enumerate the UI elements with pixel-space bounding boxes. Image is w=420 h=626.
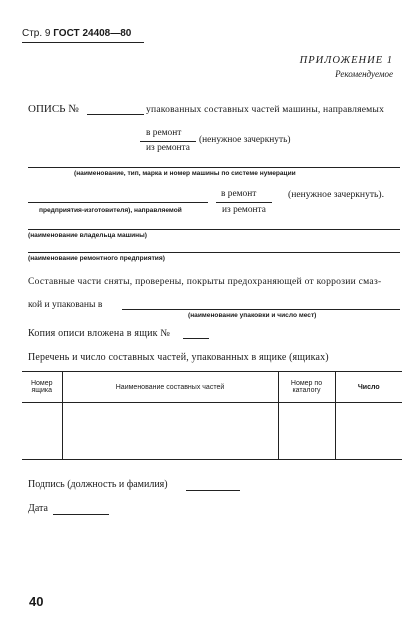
table-cell [62,403,278,460]
iz-remonta-option: из ремонта [146,143,190,153]
header-underline [22,42,144,43]
box-number-line [183,338,209,339]
remont-fraction-line-2 [216,202,272,203]
repair-line [28,252,400,253]
maker-line [28,202,208,203]
opis-number-line [87,114,144,115]
strike-note: (ненужное зачеркнуть) [199,135,291,145]
appendix-subtitle: Рекомендуемое [335,69,393,79]
parts-table [22,371,402,460]
list-title: Перечень и число составных частей, упакованных в ящике (ящиках) [28,352,329,363]
machine-caption: (наименование, тип, марка и номер машины по системе нумерации [74,170,296,177]
body-line-1: Составные части сняты, проверены, покрыты предохраняющей от коррозии смаз- [28,276,382,287]
pack-caption: (наименование упаковки и число мест) [188,312,317,319]
copy-text: Копия описи вложена в ящик № [28,328,171,339]
owner-caption: (наименование владельца машины) [28,232,147,239]
table-cell [335,403,402,460]
date-line [53,514,109,515]
page-number-label: Стр. 9 [22,28,51,39]
table-row [22,403,402,460]
pack-line [122,309,400,310]
table-header-row [22,372,402,403]
appendix-title: ПРИЛОЖЕНИЕ 1 [299,55,393,66]
v-remont-option: в ремонт [146,128,182,138]
table-cell [278,403,335,460]
iz-remonta-option-2: из ремонта [222,205,266,215]
date-label: Дата [28,503,48,514]
col-part-name: Наименование составных частей [62,372,278,403]
col-box-number: Номер ящика [22,372,62,403]
page-header [22,28,131,39]
table-cell [22,403,62,460]
standard-code: ГОСТ 24408—80 [53,28,132,39]
owner-line [28,229,400,230]
maker-caption: предприятия-изготовителя), направляемой [39,207,182,214]
v-remont-option-2: в ремонт [221,189,257,199]
signature-line [186,490,240,491]
opis-label: ОПИСЬ № [28,103,79,115]
machine-line [28,167,400,168]
col-catalog-number: Номер по каталогу [278,372,335,403]
body-line-2: кой и упакованы в [28,299,103,310]
opis-text: упакованных составных частей машины, направляемых [146,104,385,115]
page-number: 40 [29,594,44,609]
strike-note-2: (ненужное зачеркнуть). [288,189,385,200]
remont-fraction-line [140,141,196,142]
col-quantity: Число [335,372,402,403]
repair-caption: (наименование ремонтного предприятия) [28,255,165,262]
signature-label: Подпись (должность и фамилия) [28,479,168,490]
